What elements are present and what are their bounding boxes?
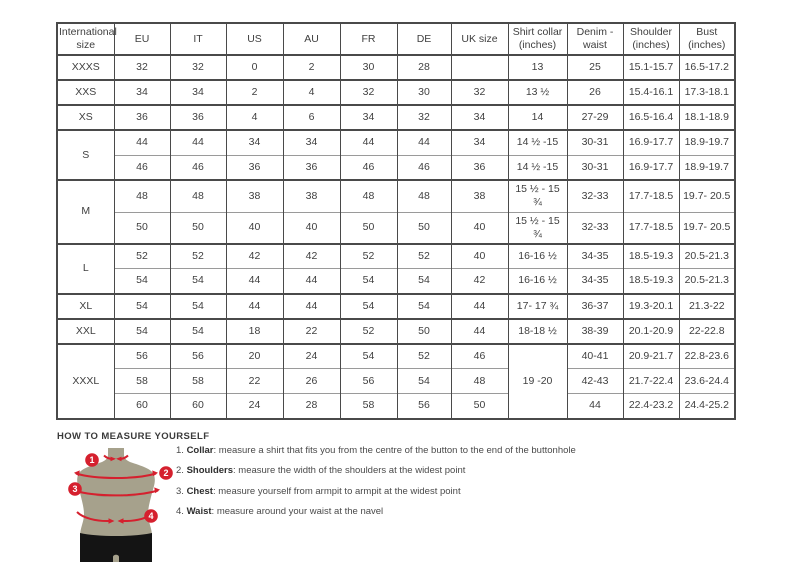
cell-uk: 50 — [451, 394, 508, 419]
step-text: : measure a shirt that fits you from the centre of the button to the end of the buttonhole — [213, 445, 576, 456]
cell-denim: 40-41 — [567, 344, 623, 369]
cell-uk: 38 — [451, 180, 508, 212]
size-group-label-xl: XL — [57, 294, 114, 319]
mannequin-figure — [68, 446, 174, 564]
cell-fr: 52 — [340, 319, 397, 344]
marker-number-3: 3 — [72, 484, 78, 495]
cell-it: 50 — [170, 212, 226, 244]
cell-uk: 32 — [451, 80, 508, 105]
cell-au: 6 — [283, 105, 340, 130]
cell-bust: 21.3-22 — [679, 294, 735, 319]
cell-eu: 34 — [114, 80, 170, 105]
cell-us: 20 — [226, 344, 283, 369]
cell-eu: 54 — [114, 294, 170, 319]
size-group-label-l: L — [57, 244, 114, 294]
cell-collar-merged: 19 -20 — [508, 344, 567, 419]
cell-it: 52 — [170, 244, 226, 269]
cell-us: 18 — [226, 319, 283, 344]
cell-de: 52 — [397, 344, 451, 369]
size-group-label-xxxs: XXXS — [57, 55, 114, 80]
cell-collar: 15 ½ - 15 ¾ — [508, 212, 567, 244]
cell-uk: 42 — [451, 269, 508, 294]
cell-de: 28 — [397, 55, 451, 80]
step-text: : measure the width of the shoulders at the widest point — [233, 465, 466, 477]
size-row-l-2 — [57, 269, 735, 294]
column-header-international-size: International size — [57, 23, 114, 55]
cell-shoulder: 20.9-21.7 — [623, 344, 679, 369]
size-chart-section — [56, 22, 736, 420]
cell-au: 28 — [283, 394, 340, 419]
step-number: 1. — [176, 445, 187, 456]
column-header-collar: Shirt collar (inches) — [508, 23, 567, 55]
step-number: 2. — [176, 465, 187, 477]
cell-us: 40 — [226, 212, 283, 244]
cell-it: 44 — [170, 130, 226, 155]
cell-eu: 36 — [114, 105, 170, 130]
column-header-shoulder: Shoulder (inches) — [623, 23, 679, 55]
cell-collar: 17- 17 ¾ — [508, 294, 567, 319]
size-group-label-xxxl: XXXL — [57, 344, 114, 419]
cell-us: 36 — [226, 155, 283, 180]
cell-au: 44 — [283, 294, 340, 319]
cell-bust: 22.8-23.6 — [679, 344, 735, 369]
measure-marker-2 — [159, 466, 173, 480]
cell-denim: 30-31 — [567, 155, 623, 180]
cell-de: 50 — [397, 212, 451, 244]
size-group-label-xs: XS — [57, 105, 114, 130]
cell-us: 38 — [226, 180, 283, 212]
cell-us: 0 — [226, 55, 283, 80]
cell-denim: 42-43 — [567, 369, 623, 394]
cell-us: 44 — [226, 294, 283, 319]
column-header-uk: UK size — [451, 23, 508, 55]
cell-fr: 52 — [340, 244, 397, 269]
cell-denim: 25 — [567, 55, 623, 80]
cell-shoulder: 21.7-22.4 — [623, 369, 679, 394]
measure-marker-4 — [144, 509, 158, 523]
cell-it: 56 — [170, 344, 226, 369]
cell-denim: 27-29 — [567, 105, 623, 130]
cell-shoulder: 17.7-18.5 — [623, 180, 679, 212]
cell-fr: 44 — [340, 130, 397, 155]
column-header-eu: EU — [114, 23, 170, 55]
cell-eu: 60 — [114, 394, 170, 419]
cell-eu: 50 — [114, 212, 170, 244]
cell-de: 54 — [397, 294, 451, 319]
cell-de: 48 — [397, 180, 451, 212]
cell-fr: 54 — [340, 269, 397, 294]
cell-fr: 46 — [340, 155, 397, 180]
cell-uk: 34 — [451, 105, 508, 130]
measure-step-3 — [176, 487, 736, 498]
cell-shoulder: 15.4-16.1 — [623, 80, 679, 105]
size-row-xxxl-1 — [57, 344, 735, 369]
cell-au: 22 — [283, 319, 340, 344]
cell-shoulder: 16.9-17.7 — [623, 130, 679, 155]
cell-uk: 34 — [451, 130, 508, 155]
cell-bust: 19.7- 20.5 — [679, 180, 735, 212]
cell-de: 52 — [397, 244, 451, 269]
cell-au: 38 — [283, 180, 340, 212]
cell-bust: 24.4-25.2 — [679, 394, 735, 419]
size-row-l-1 — [57, 244, 735, 269]
cell-fr: 50 — [340, 212, 397, 244]
size-group-label-xxl: XXL — [57, 319, 114, 344]
cell-shoulder: 18.5-19.3 — [623, 244, 679, 269]
cell-shoulder: 15.1-15.7 — [623, 55, 679, 80]
cell-it: 34 — [170, 80, 226, 105]
cell-denim: 38-39 — [567, 319, 623, 344]
step-label: Waist — [186, 506, 212, 518]
cell-fr: 56 — [340, 369, 397, 394]
size-row-xxs — [57, 80, 735, 105]
size-row-xxl — [57, 319, 735, 344]
cell-au: 34 — [283, 130, 340, 155]
cell-it: 36 — [170, 105, 226, 130]
size-row-xl — [57, 294, 735, 319]
measure-instructions — [176, 446, 736, 528]
measure-marker-1 — [85, 453, 99, 467]
header-row — [57, 23, 735, 55]
marker-number-2: 2 — [163, 468, 169, 479]
marker-number-1: 1 — [89, 455, 95, 466]
cell-bust: 23.6-24.4 — [679, 369, 735, 394]
cell-it: 46 — [170, 155, 226, 180]
cell-collar: 13 ½ — [508, 80, 567, 105]
cell-shoulder: 20.1-20.9 — [623, 319, 679, 344]
step-number: 3. — [176, 485, 187, 497]
cell-collar: 14 ½ -15 — [508, 155, 567, 180]
cell-eu: 52 — [114, 244, 170, 269]
cell-au: 26 — [283, 369, 340, 394]
cell-fr: 32 — [340, 80, 397, 105]
cell-it: 32 — [170, 55, 226, 80]
cell-de: 44 — [397, 130, 451, 155]
cell-eu: 54 — [114, 269, 170, 294]
cell-de: 54 — [397, 269, 451, 294]
cell-denim: 34-35 — [567, 269, 623, 294]
cell-au: 4 — [283, 80, 340, 105]
measure-marker-3 — [68, 482, 82, 496]
cell-uk: 46 — [451, 344, 508, 369]
size-group-label-m: M — [57, 180, 114, 244]
cell-bust: 20.5-21.3 — [679, 269, 735, 294]
cell-eu: 46 — [114, 155, 170, 180]
cell-it: 58 — [170, 369, 226, 394]
cell-denim: 30-31 — [567, 130, 623, 155]
column-header-us: US — [226, 23, 283, 55]
cell-fr: 34 — [340, 105, 397, 130]
cell-it: 60 — [170, 394, 226, 419]
cell-us: 2 — [226, 80, 283, 105]
cell-eu: 44 — [114, 130, 170, 155]
cell-denim: 26 — [567, 80, 623, 105]
cell-eu: 56 — [114, 344, 170, 369]
measure-step-4 — [176, 507, 736, 518]
size-row-s-2 — [57, 155, 735, 180]
cell-collar: 16-16 ½ — [508, 269, 567, 294]
cell-us: 42 — [226, 244, 283, 269]
size-group-label-xxs: XXS — [57, 80, 114, 105]
cell-au: 2 — [283, 55, 340, 80]
column-header-denim: Denim - waist — [567, 23, 623, 55]
cell-fr: 54 — [340, 344, 397, 369]
cell-bust: 22-22.8 — [679, 319, 735, 344]
size-row-m-2 — [57, 212, 735, 244]
cell-bust: 19.7- 20.5 — [679, 212, 735, 244]
cell-shoulder: 22.4-23.2 — [623, 394, 679, 419]
cell-uk: 40 — [451, 244, 508, 269]
cell-collar: 14 — [508, 105, 567, 130]
cell-de: 50 — [397, 319, 451, 344]
cell-bust: 16.5-17.2 — [679, 55, 735, 80]
cell-us: 22 — [226, 369, 283, 394]
cell-it: 54 — [170, 294, 226, 319]
cell-eu: 48 — [114, 180, 170, 212]
cell-us: 24 — [226, 394, 283, 419]
size-row-xxxl-2 — [57, 369, 735, 394]
step-number: 4. — [176, 506, 187, 518]
cell-shoulder: 18.5-19.3 — [623, 269, 679, 294]
cell-denim: 34-35 — [567, 244, 623, 269]
cell-shoulder: 16.5-16.4 — [623, 105, 679, 130]
cell-fr: 48 — [340, 180, 397, 212]
cell-eu: 32 — [114, 55, 170, 80]
cell-de: 54 — [397, 369, 451, 394]
cell-denim: 44 — [567, 394, 623, 419]
cell-collar: 14 ½ -15 — [508, 130, 567, 155]
measure-section-title: HOW TO MEASURE YOURSELF — [57, 431, 210, 442]
cell-collar: 16-16 ½ — [508, 244, 567, 269]
size-row-xs — [57, 105, 735, 130]
column-header-bust: Bust (inches) — [679, 23, 735, 55]
cell-denim: 36-37 — [567, 294, 623, 319]
cell-uk: 36 — [451, 155, 508, 180]
cell-collar: 15 ½ - 15 ¾ — [508, 180, 567, 212]
measure-step-1 — [176, 446, 736, 457]
cell-eu: 58 — [114, 369, 170, 394]
cell-uk: 48 — [451, 369, 508, 394]
cell-uk: 44 — [451, 319, 508, 344]
step-label: Shoulders — [186, 465, 234, 477]
cell-au: 40 — [283, 212, 340, 244]
size-chart-table — [56, 22, 736, 420]
cell-uk: 44 — [451, 294, 508, 319]
column-header-au: AU — [283, 23, 340, 55]
cell-de: 32 — [397, 105, 451, 130]
cell-shoulder: 19.3-20.1 — [623, 294, 679, 319]
cell-au: 44 — [283, 269, 340, 294]
cell-bust: 18.9-19.7 — [679, 130, 735, 155]
cell-eu: 54 — [114, 319, 170, 344]
cell-denim: 32-33 — [567, 212, 623, 244]
measure-step-2 — [176, 466, 736, 477]
cell-shoulder: 16.9-17.7 — [623, 155, 679, 180]
step-label: Collar — [186, 445, 214, 456]
size-row-m-1 — [57, 180, 735, 212]
marker-number-4: 4 — [148, 511, 154, 522]
cell-collar: 18-18 ½ — [508, 319, 567, 344]
cell-bust: 17.3-18.1 — [679, 80, 735, 105]
step-text: : measure yourself from armpit to armpit at the widest point — [212, 485, 461, 497]
size-group-label-s: S — [57, 130, 114, 180]
cell-bust: 18.9-19.7 — [679, 155, 735, 180]
step-label: Chest — [186, 485, 213, 497]
cell-fr: 58 — [340, 394, 397, 419]
cell-fr: 54 — [340, 294, 397, 319]
cell-denim: 32-33 — [567, 180, 623, 212]
column-header-it: IT — [170, 23, 226, 55]
cell-de: 30 — [397, 80, 451, 105]
cell-au: 36 — [283, 155, 340, 180]
size-row-xxxl-3 — [57, 394, 735, 419]
cell-it: 48 — [170, 180, 226, 212]
column-header-fr: FR — [340, 23, 397, 55]
cell-uk: 40 — [451, 212, 508, 244]
cell-bust: 20.5-21.3 — [679, 244, 735, 269]
step-text: : measure around your waist at the navel — [211, 506, 384, 518]
cell-fr: 30 — [340, 55, 397, 80]
cell-us: 44 — [226, 269, 283, 294]
size-row-s-1 — [57, 130, 735, 155]
cell-us: 4 — [226, 105, 283, 130]
column-header-de: DE — [397, 23, 451, 55]
size-row-xxxs — [57, 55, 735, 80]
cell-it: 54 — [170, 269, 226, 294]
cell-de: 56 — [397, 394, 451, 419]
cell-au: 24 — [283, 344, 340, 369]
cell-us: 34 — [226, 130, 283, 155]
cell-collar: 13 — [508, 55, 567, 80]
cell-bust: 18.1-18.9 — [679, 105, 735, 130]
cell-de: 46 — [397, 155, 451, 180]
cell-shoulder: 17.7-18.5 — [623, 212, 679, 244]
cell-it: 54 — [170, 319, 226, 344]
cell-au: 42 — [283, 244, 340, 269]
cell-uk — [451, 55, 508, 80]
